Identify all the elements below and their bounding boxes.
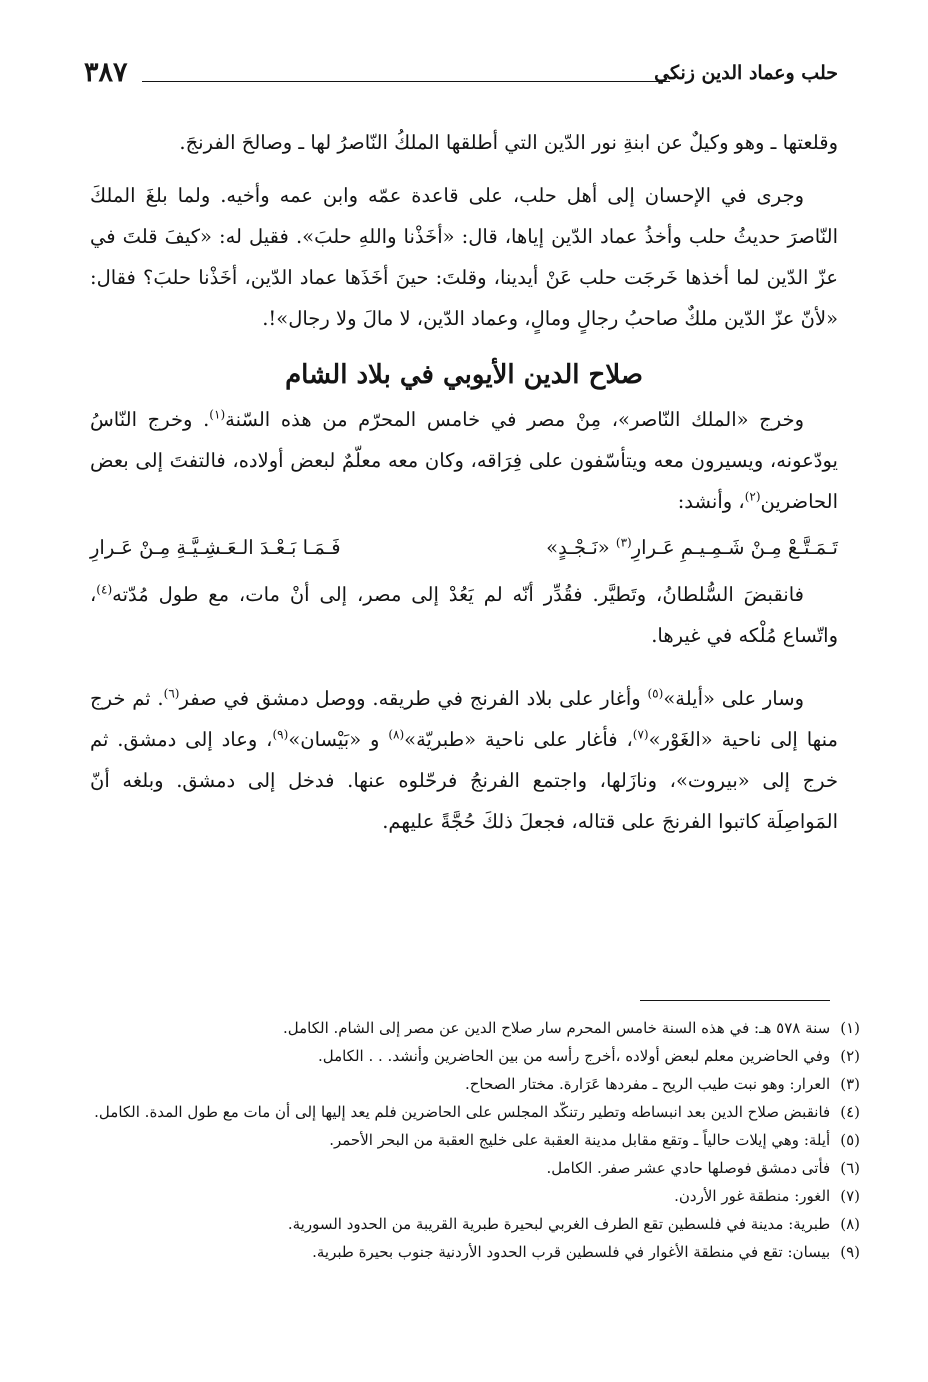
paragraph-3	[90, 399, 838, 522]
poem-hemistich-right	[546, 524, 838, 572]
paragraph-5-text-e: و «بَيْسان»	[288, 728, 389, 751]
paragraph-5	[90, 678, 838, 842]
footnote	[90, 1016, 860, 1041]
main-text	[90, 122, 838, 842]
footnote-text: العرار: وهو نبت طيب الريح ـ مفردها عَرَارة. مختار الصحاح.	[464, 1075, 831, 1093]
footnote	[90, 1044, 860, 1069]
section-heading: صلاح الدين الأيوبي في بلاد الشام	[285, 360, 643, 390]
paragraph-3-text-a: وخرج «الملك النّاصر»، مِنْ مصر في خامس المحرّم من هذه السّنة	[225, 408, 804, 431]
footnote-ref-2: (٢)	[744, 489, 761, 504]
footnote-number: (١)	[840, 1019, 860, 1037]
footnote-number: (٧)	[840, 1187, 860, 1205]
paragraph-4-text-a: فانقبضَ السُّلطانُ، وتَطيَّر. فقُدِّر أنّه لم يَعُدْ إلى مصر، إلى أنْ مات، مع طول مُدّته	[112, 583, 804, 606]
footnote-text: وفي الحاضرين معلم لبعض أولاده ،أخرج رأسه من بين الحاضرين وأنشد. . . الكامل.	[317, 1047, 831, 1065]
header-rule	[142, 81, 670, 82]
footnote	[90, 1240, 860, 1265]
footnote	[90, 1128, 860, 1153]
footnote-text: طبرية: مدينة في فلسطين تقع الطرف الغربي لبحيرة طبرية القريبة من الحدود السورية.	[287, 1215, 831, 1233]
paragraph-5-text-d: ، فأغار على ناحية «طبريّة»	[404, 728, 633, 751]
footnote-ref-4: (٤)	[96, 582, 113, 597]
paragraph-5-text-a: وسار على «أيلة»	[663, 687, 804, 710]
footnote-number: (٥)	[840, 1131, 860, 1149]
footnote-separator	[640, 1000, 830, 1001]
page-header	[84, 58, 838, 94]
running-title: حلب وعماد الدين زنكي	[654, 62, 838, 84]
footnote-number: (٨)	[840, 1215, 860, 1233]
footnote	[90, 1156, 860, 1181]
paragraph-3-text-b: . وخرج النّاسُ يودّعونه، ويسيرون معه ويتأسّفون على فِرَاقه، وكان معه معلّمٌ لبعض أولاده، فالتفتَ إلى بعض الحاضرين	[90, 408, 838, 513]
poem-hemistich-left: فَـمَـا بَـعْـدَ الـعَـشِـيَّـةِ مِـنْ عَـرارِ	[90, 536, 341, 559]
poem-right-text: تَـمَـتَّـعْ مِـنْ شَـمِـيـمِ عَـرارِ	[631, 536, 838, 559]
paragraph-5-text-f: ، وعاد إلى دمشق. ثم خرج إلى «بيروت»، ونازَلها، واجتمع الفرنجُ فرحّلوه عنها. فدخل إلى دمشق. وبلغه أنّ المَواصِلَة كاتبوا الفرنجَ على قتاله، فجعلَ ذلكَ حُجَّةً عليهم.	[90, 728, 838, 833]
footnote-number: (٩)	[840, 1243, 860, 1261]
footnote-ref-6: (٦)	[163, 686, 180, 701]
paragraph-1: وقلعتها ـ وهو وكيلٌ عن ابنةِ نور الدّين التي أطلقها الملكُ النّاصرُ لها ـ وصالحَ الفرنجَ.	[179, 131, 838, 154]
footnote	[90, 1072, 860, 1097]
footnote-ref-3: (٣)	[615, 535, 632, 550]
footnote	[90, 1212, 860, 1237]
page-number: ٣٨٧	[84, 57, 128, 88]
footnote	[90, 1184, 860, 1209]
poem-verse	[90, 524, 838, 572]
footnote-number: (٣)	[840, 1075, 860, 1093]
footnote-text: بيسان: تقع في منطقة الأغوار في فلسطين قرب الحدود الأردنية جنوب بحيرة طبرية.	[312, 1243, 831, 1261]
paragraph-4	[90, 574, 838, 656]
footnote-number: (٤)	[840, 1103, 860, 1121]
footnote-ref-8: (٨)	[388, 727, 405, 742]
paragraph-5-text-b: وأغار على بلاد الفرنج في طريقه. ووصل دمشق في صفر	[179, 687, 648, 710]
footnote-ref-1: (١)	[209, 407, 226, 422]
footnote-number: (٦)	[840, 1159, 860, 1177]
poem-right-end: «نَـجْـدٍ»	[546, 536, 616, 559]
paragraph-4-text-b: ، واتّساع مُلْكه في غيرها.	[90, 583, 838, 647]
paragraph-3-text-c: ، وأنشد:	[677, 490, 745, 513]
footnote-text: فأتى دمشق فوصلها حادي عشر صفر. الكامل.	[546, 1159, 831, 1177]
paragraph-2: وجرى في الإحسان إلى أهل حلب، على قاعدة عمّه وابن عمه وأخيه. ولما بلغَ الملكَ النّاصرَ حديثُ حلب وأخذُ عماد الدّين إياها، قال: «أخَذْنا واللهِ حلبَ». فقيل له: «كيفَ قلتَ في عزّ الدّين لما أخذها خَرجَت حلب عَنْ أيدينا، وقلتَ: حينَ أخَذَها عماد الدّين، أخَذْنا حلبَ؟ فقال: «لأنّ عزّ الدّين ملكٌ صاحبُ رجالٍ ومالٍ، وعماد الدّين، لا مالَ ولا رجال»!.	[90, 184, 838, 330]
footnote-text: سنة ٥٧٨ هـ: في هذه السنة خامس المحرم سار صلاح الدين عن مصر إلى الشام. الكامل.	[282, 1019, 831, 1037]
footnotes	[90, 1016, 860, 1268]
footnote-ref-7: (٧)	[632, 727, 649, 742]
footnote-number: (٢)	[840, 1047, 860, 1065]
footnote-text: فانقبض صلاح الدين بعد انبساطه وتطير رتنكّد المجلس على الحاضرين فلم يعد إليها إلى أن مات مع طول المدة. الكامل.	[94, 1103, 831, 1121]
footnote-ref-5: (٥)	[647, 686, 664, 701]
footnote-text: أيلة: وهي إيلات حالياً ـ وتقع مقابل مدينة العقبة على خليج العقبة من البحر الأحمر.	[329, 1131, 831, 1149]
footnote	[90, 1100, 860, 1125]
paragraph-5-text-c: . ثم خرج منها إلى ناحية «الغَوْر»	[90, 687, 838, 751]
footnote-ref-9: (٩)	[272, 727, 289, 742]
footnote-text: الغور: منطقة غور الأردن.	[674, 1187, 831, 1205]
